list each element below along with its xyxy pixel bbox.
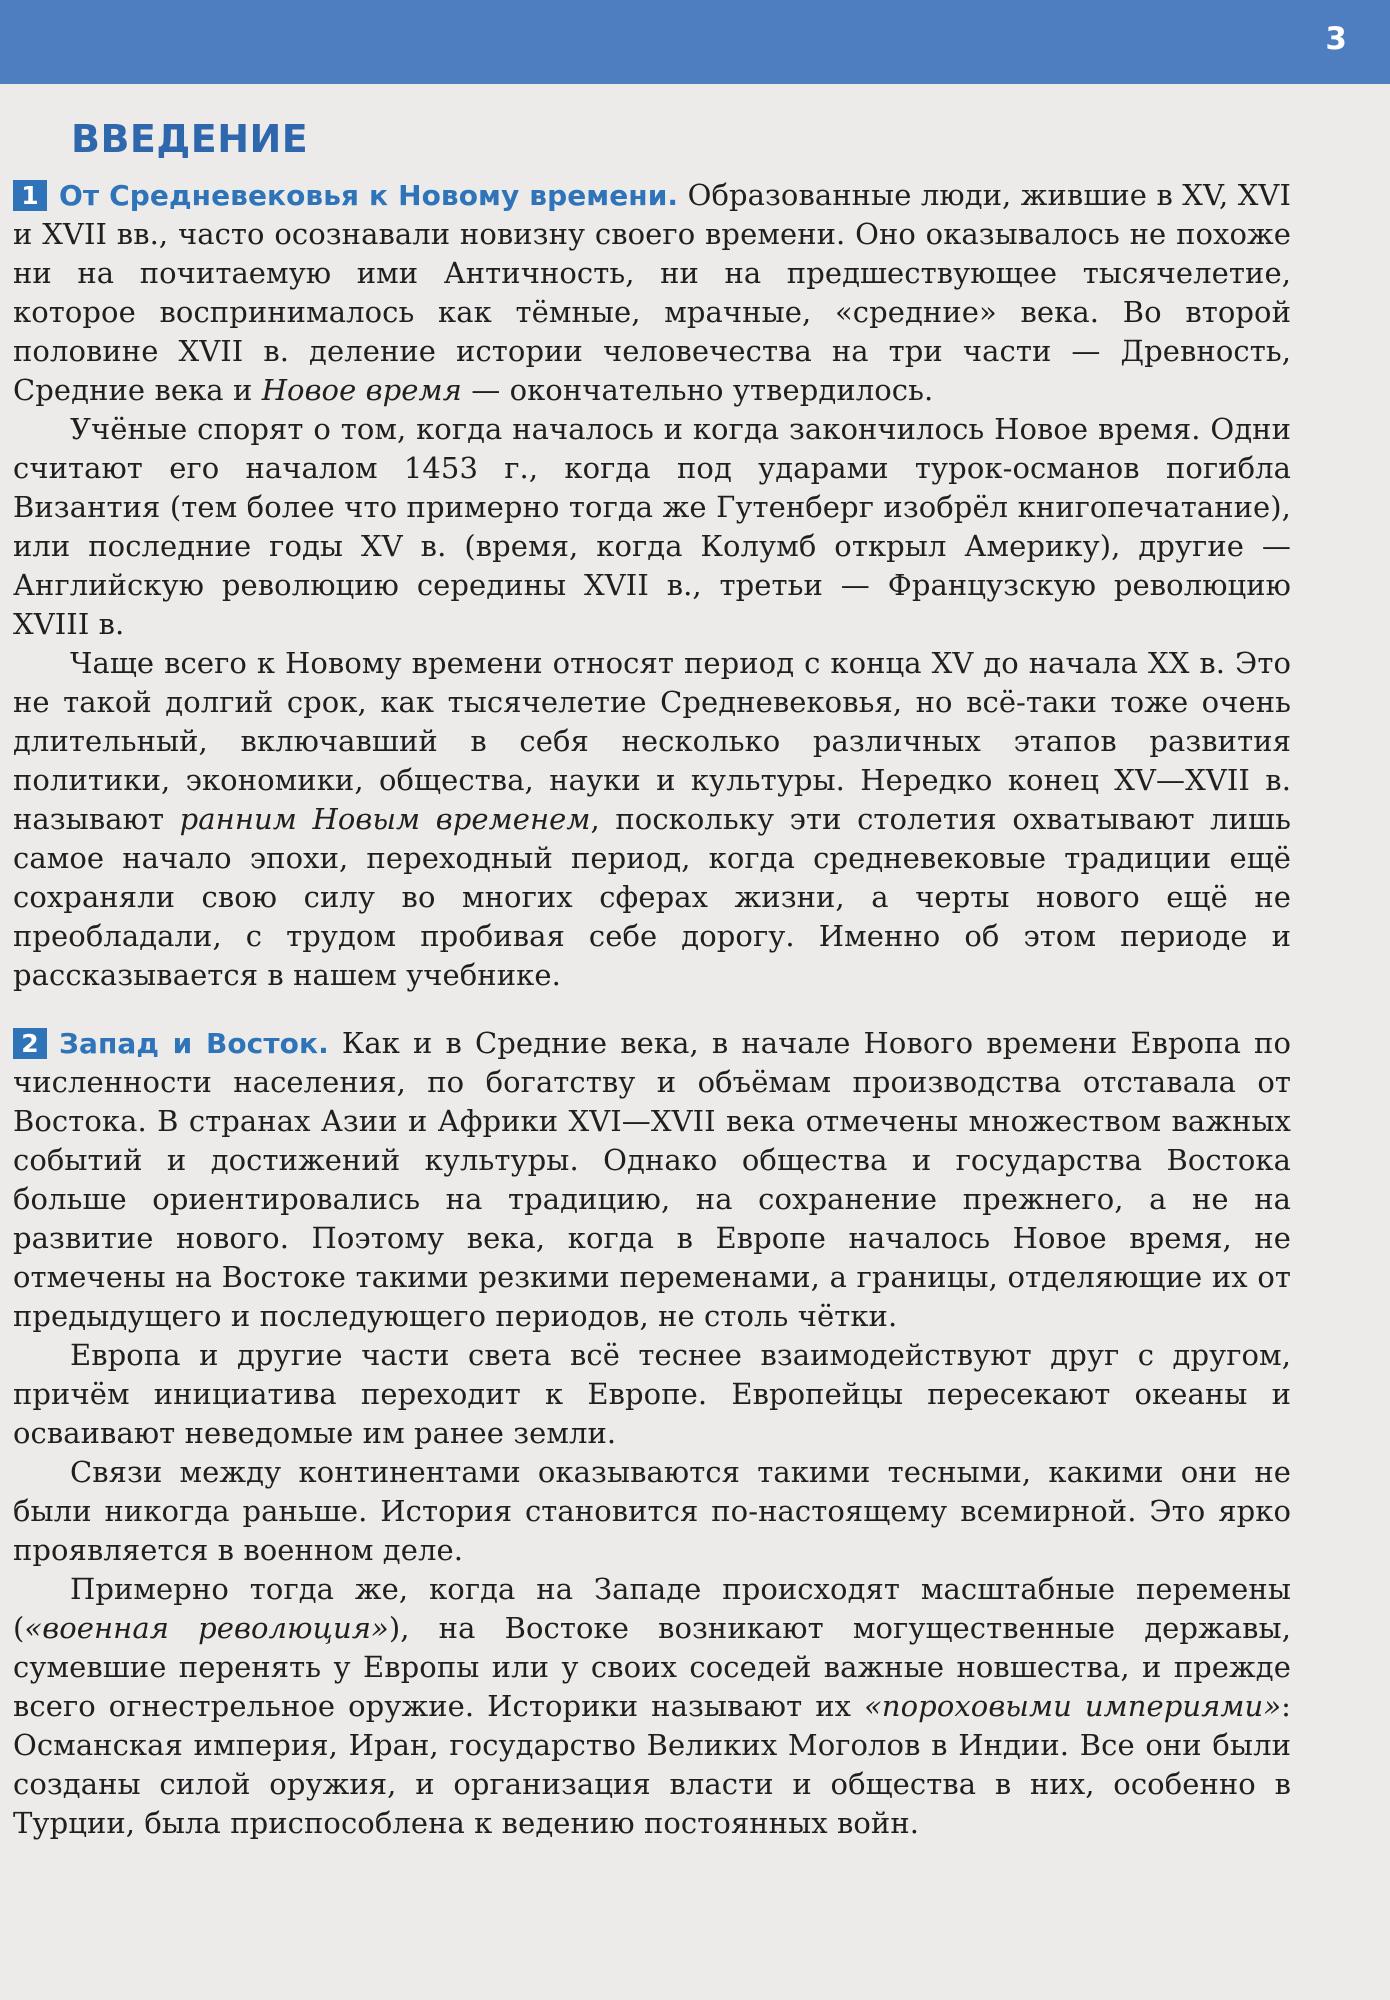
italic-term: ранним Новым временем [179, 802, 591, 836]
paragraph-text: — окончательно утвердилось. [461, 373, 934, 407]
italic-term: «пороховыми империями» [864, 1689, 1282, 1723]
section-2-paragraph-1 [13, 1024, 1291, 1336]
section-title: От Средневековья к Новому времени. [59, 179, 679, 212]
paragraph-text: : Османская империя, Иран, государство Великих Моголов в Индии. Все они были созданы силой оружия, и организация власти и общества в них, особенно в Турции, была приспособлена к ведению постоянных войн. [13, 1689, 1291, 1840]
section-number-badge: 2 [13, 1028, 47, 1059]
page-header-band [0, 0, 1390, 84]
page-number: 3 [1325, 21, 1347, 57]
paragraph-text: Чаще всего к Новому времени относят период с конца XV до начала XX в. Это не такой долгий срок, как тысячелетие Средневековья, но всё-таки тоже очень длительный, включавший в себя несколько различных этапов развития политики, экономики, общества, науки и культуры. Нередко конец XV—XVII в. называют [13, 646, 1291, 836]
page-content [13, 117, 1292, 1843]
section-2-paragraph-3: Связи между континентами оказываются такими тесными, какими они не были никогда раньше. История становится по-настоящему всемирной. Это ярко проявляется в военном деле. [13, 1455, 1291, 1567]
paragraph-text: Примерно тогда же, когда на Западе происходят масштабные перемены ( [13, 1572, 1291, 1645]
section-1-paragraph-2: Учёные спорят о том, когда началось и когда закончилось Новое время. Одни считают его началом 1453 г., когда под ударами турок-османов погибла Византия (тем более что примерно тогда же Гутенберг изобрёл книгопечатание), или последние годы XV в. (время, когда Колумб открыл Америку), другие — Английскую революцию середины XVII в., третьи — Французскую революцию XVIII в. [13, 412, 1291, 641]
chapter-title: ВВЕДЕНИЕ [71, 117, 309, 161]
section-1-paragraph-1 [13, 176, 1291, 410]
section-2-paragraph-4 [13, 1570, 1291, 1843]
section-title: Запад и Восток. [59, 1027, 329, 1060]
paragraph-text: ), на Востоке возникают могущественные державы, сумевшие перенять у Европы или у своих соседей важные новшества, и прежде всего огнестрельное оружие. Историки называют их [13, 1611, 1292, 1723]
section-2-paragraph-2: Европа и другие части света всё теснее взаимодействуют друг с другом, причём инициатива переходит к Европе. Европейцы пересекают океаны и осваивают неведомые им ранее земли. [13, 1338, 1291, 1450]
section-1-paragraph-3 [13, 644, 1291, 995]
section-number-badge: 1 [13, 180, 47, 211]
paragraph-text: , поскольку эти столетия охватывают лишь самое начало эпохи, переходный период, когда средневековые традиции ещё сохраняли свою силу во многих сферах жизни, а черты нового ещё не преобладали, с трудом пробивая себе дорогу. Именно об этом периоде и рассказывается в нашем учебнике. [13, 802, 1291, 992]
paragraph-text: Как и в Средние века, в начале Нового времени Европа по численности населения, по богатству и объёмам производства отставала от Востока. В странах Азии и Африки XVI—XVII века отмечены множеством важных событий и достижений культуры. Однако общества и государства Востока больше ориентировались на традицию, на сохранение прежнего, а не на развитие нового. Поэтому века, когда в Европе началось Новое время, не отмечены на Востоке такими резкими переменами, а границы, отделяющие их от предыдущего и последующего периодов, не столь чётки. [13, 1026, 1291, 1333]
italic-term: «военная революция» [24, 1611, 389, 1645]
italic-term: Новое время [261, 373, 462, 407]
paragraph-text: Образованные люди, жившие в XV, XVI и XVII вв., часто осознавали новизну своего времени. Оно оказывалось не похоже ни на почитаемую ими Античность, ни на предшествующее тысячелетие, которое воспринималось как тёмные, мрачные, «средние» века. Во второй половине XVII в. деление истории человечества на три части — Древность, Средние века и [13, 178, 1291, 407]
